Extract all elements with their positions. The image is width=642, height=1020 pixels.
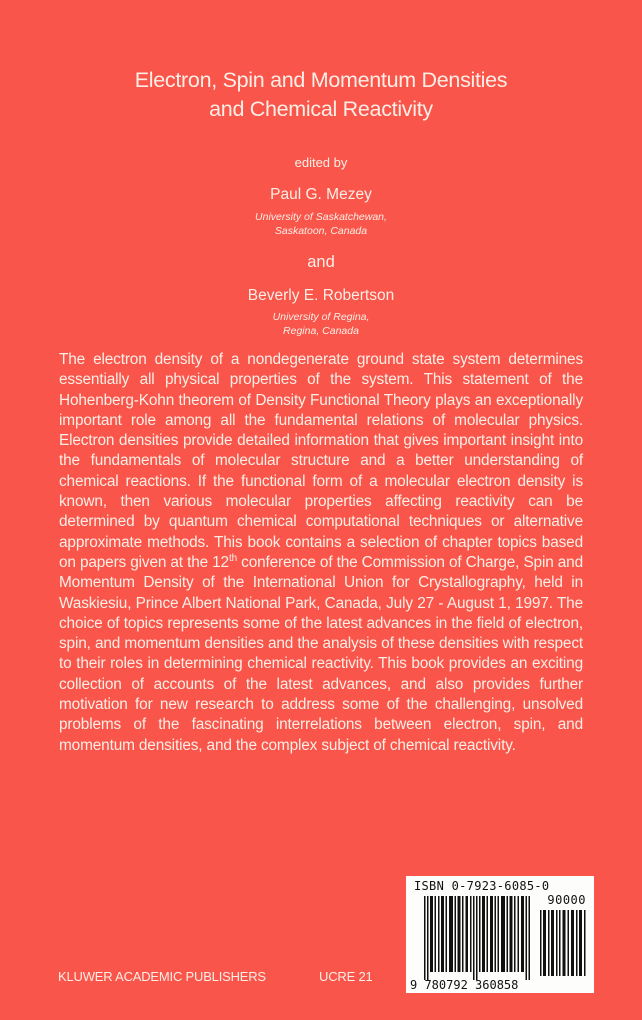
and-label: and xyxy=(307,253,335,271)
title-line-1: Electron, Spin and Momentum Densities xyxy=(134,68,508,92)
editor-2-affiliation-line-2: Regina, Canada xyxy=(283,325,359,337)
editor-1-affiliation-line-2: Saskatoon, Canada xyxy=(274,225,368,237)
price-code: 90000 xyxy=(547,893,586,907)
addon-bars-icon xyxy=(540,910,586,976)
title-line-2: and Chemical Reactivity xyxy=(209,97,433,121)
isbn-number: ISBN 0-7923-6085-0 xyxy=(414,879,550,893)
barcode-bars-icon xyxy=(424,896,530,980)
publisher-name: KLUWER ACADEMIC PUBLISHERS xyxy=(58,969,266,984)
edited-by-label: edited by xyxy=(294,155,348,170)
editor-2-name: Beverly E. Robertson xyxy=(247,287,395,304)
editor-2-affiliation-line-1: University of Regina, xyxy=(272,311,370,323)
ordinal-superscript: th xyxy=(228,552,238,564)
book-title xyxy=(0,66,642,124)
description-part-2: conference of the Commission of Charge, Spin and Momentum Density of the International Union for Crystallography, held in Waskiesiu, Prince Albert National Park, Canada, July 27 - August 1, 1997. The choice of topics represents some of the latest advances in the field of electron, spin, and momentum densities and the analysis of these densities with respect to their roles in determining chemical reactivity. This book provides an exciting collection of accounts of the latest advances, and also provides further motivation for new research to address some of the challenging, unsolved problems of the fascinating interrelations between electron, spin, and momentum densities, and the complex subject of chemical reactivity. xyxy=(59,553,583,754)
ean-number: 9 780792 360858 xyxy=(410,978,519,992)
book-description xyxy=(59,350,583,756)
description-part-1: The electron density of a nondegenerate ground state system determines essentially all physical properties of the system. This statement of the Hohenberg-Kohn theorem of Density Functional Theory plays an exceptionally important role among all the fundamental relations of molecular physics. Electron densities provide detailed information that gives important insight into the fundamentals of molecular structure and a better understanding of chemical reactions. If the functional form of a molecular electron density is known, then various molecular properties affecting reactivity can be determined by quantum chemical computational techniques or alternative approximate methods. This book contains a selection of chapter topics based on papers given at the 12 xyxy=(59,351,583,571)
editor-1-affiliation-line-1: University of Saskatchewan, xyxy=(255,211,387,223)
editor-1-name: Paul G. Mezey xyxy=(270,186,372,203)
series-code: UCRE 21 xyxy=(319,969,373,984)
editor-1-affiliation xyxy=(0,210,642,238)
editor-2-affiliation xyxy=(0,310,642,338)
isbn-barcode xyxy=(406,876,594,993)
